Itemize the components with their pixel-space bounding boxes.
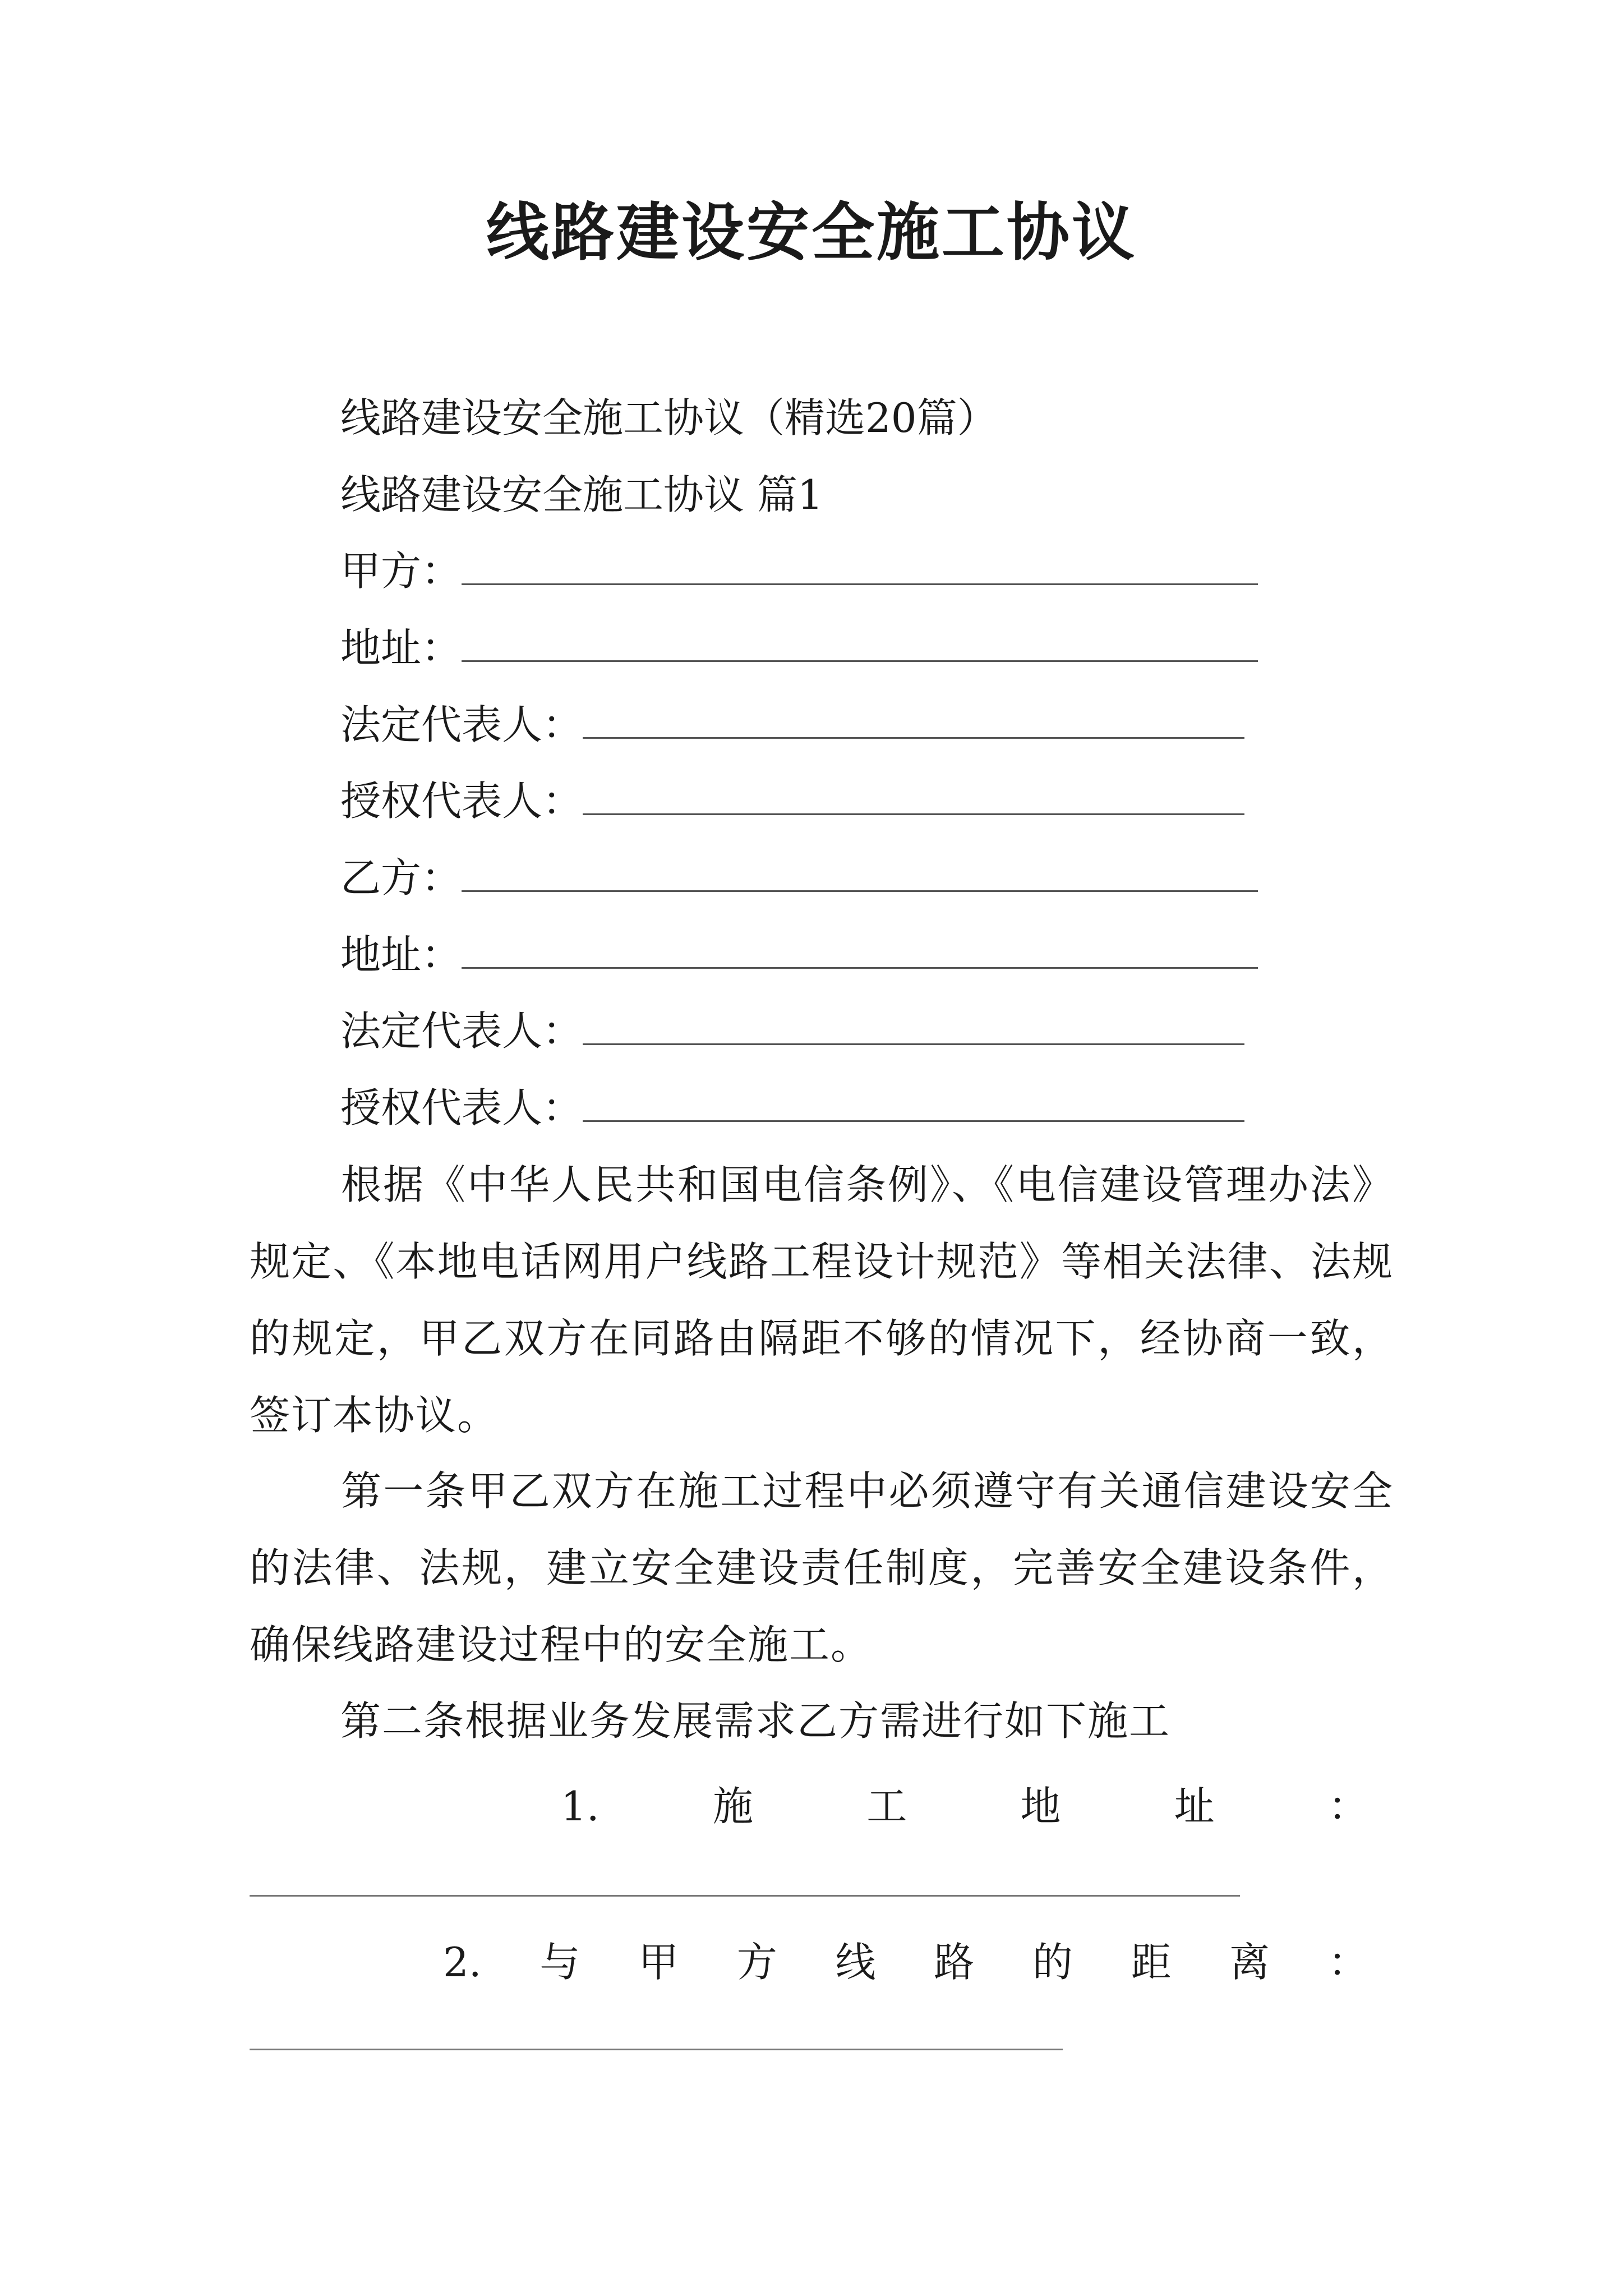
paragraph-article-2: 第二条根据业务发展需求乙方需进行如下施工 bbox=[340, 1697, 1171, 1745]
field-label: 地址： bbox=[340, 931, 462, 978]
document-title: 线路建设安全施工协议 bbox=[486, 196, 1137, 269]
party-a-authorized-rep-field bbox=[340, 773, 1244, 829]
fill-blank-item-1[interactable] bbox=[250, 1895, 1240, 1897]
paragraph-preamble: 根据《中华人民共和国电信条例》、《电信建设管理办法》规定、《本地电话网用户线路工程设计规范》等相关法律、法规的规定，甲乙双方在同路由隔距不够的情况下，经协商一致，签订本协议。 bbox=[250, 1161, 1394, 1439]
fill-blank[interactable] bbox=[583, 703, 1244, 739]
field-label: 地址： bbox=[340, 624, 462, 671]
party-b-address-field bbox=[340, 927, 1258, 983]
field-label: 授权代表人： bbox=[340, 1084, 583, 1131]
fill-blank[interactable] bbox=[462, 857, 1258, 892]
section-heading: 线路建设安全施工协议 篇1 bbox=[340, 471, 823, 518]
field-label: 甲方： bbox=[340, 547, 462, 595]
paragraph-article-1: 第一条甲乙双方在施工过程中必须遵守有关通信建设安全的法律、法规，建立安全建设责任制度，完善安全建设条件，确保线路建设过程中的安全施工。 bbox=[250, 1467, 1394, 1668]
item-1-line: 1. 施 工 地 址 ： bbox=[561, 1783, 1368, 1830]
fill-blank-item-2[interactable] bbox=[250, 2049, 1063, 2050]
field-label: 法定代表人： bbox=[340, 701, 583, 748]
party-b-authorized-rep-field bbox=[340, 1080, 1244, 1136]
document-subtitle: 线路建设安全施工协议（精选20篇） bbox=[340, 394, 998, 441]
field-label: 乙方： bbox=[340, 854, 462, 901]
field-label: 授权代表人： bbox=[340, 777, 583, 825]
item-2-line: 2. 与 甲 方 线 路 的 距 离 ： bbox=[443, 1939, 1368, 1986]
field-label: 法定代表人： bbox=[340, 1007, 583, 1055]
fill-blank[interactable] bbox=[462, 933, 1258, 969]
party-a-address-field bbox=[340, 620, 1258, 676]
party-a-field bbox=[340, 543, 1258, 599]
fill-blank[interactable] bbox=[583, 1087, 1244, 1122]
fill-blank[interactable] bbox=[462, 550, 1258, 585]
fill-blank[interactable] bbox=[583, 780, 1244, 815]
fill-blank[interactable] bbox=[583, 1010, 1244, 1045]
party-b-legal-rep-field bbox=[340, 1003, 1244, 1059]
party-a-legal-rep-field bbox=[340, 697, 1244, 753]
party-b-field bbox=[340, 850, 1258, 906]
fill-blank[interactable] bbox=[462, 627, 1258, 662]
